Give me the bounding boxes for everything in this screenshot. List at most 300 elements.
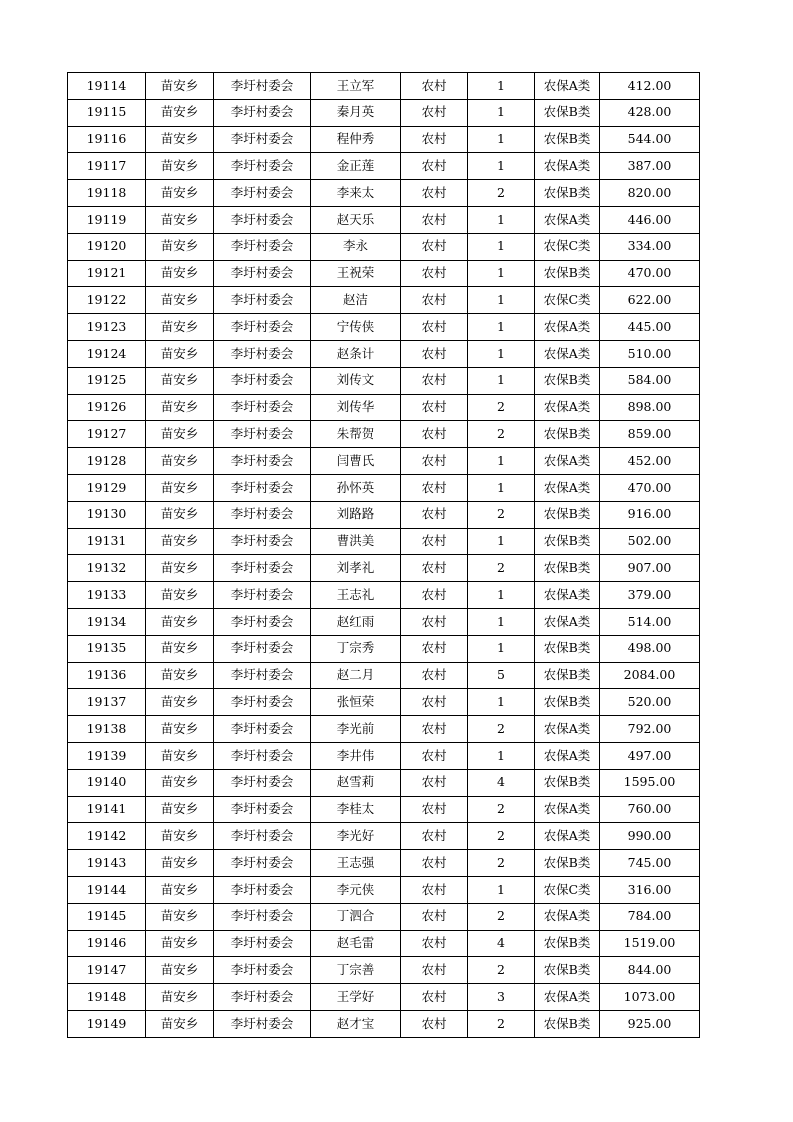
- insurance-category-cell: 农保A类: [535, 582, 600, 609]
- township-cell: 苗安乡: [146, 153, 214, 180]
- insurance-category-cell: 农保B类: [535, 769, 600, 796]
- amount-cell: 520.00: [600, 689, 700, 716]
- village-committee-cell: 李圩村委会: [214, 957, 311, 984]
- record-id-cell: 19145: [68, 903, 146, 930]
- township-cell: 苗安乡: [146, 260, 214, 287]
- village-committee-cell: 李圩村委会: [214, 73, 311, 100]
- insurance-category-cell: 农保A类: [535, 474, 600, 501]
- table-row: [68, 742, 700, 769]
- village-committee-cell: 李圩村委会: [214, 394, 311, 421]
- area-type-cell: 农村: [401, 367, 468, 394]
- record-id-cell: 19122: [68, 287, 146, 314]
- village-committee-cell: 李圩村委会: [214, 367, 311, 394]
- insurance-category-cell: 农保B类: [535, 555, 600, 582]
- household-count-cell: 1: [468, 876, 535, 903]
- table-row: [68, 608, 700, 635]
- household-count-cell: 2: [468, 1010, 535, 1037]
- table-body: [68, 73, 700, 1038]
- household-count-cell: 4: [468, 769, 535, 796]
- township-cell: 苗安乡: [146, 850, 214, 877]
- insurance-category-cell: 农保A类: [535, 823, 600, 850]
- area-type-cell: 农村: [401, 903, 468, 930]
- amount-cell: 334.00: [600, 233, 700, 260]
- household-count-cell: 1: [468, 340, 535, 367]
- name-cell: 李井伟: [311, 742, 401, 769]
- amount-cell: 497.00: [600, 742, 700, 769]
- village-committee-cell: 李圩村委会: [214, 126, 311, 153]
- record-id-cell: 19140: [68, 769, 146, 796]
- insurance-category-cell: 农保A类: [535, 984, 600, 1011]
- household-count-cell: 1: [468, 608, 535, 635]
- township-cell: 苗安乡: [146, 394, 214, 421]
- name-cell: 宁传侠: [311, 314, 401, 341]
- area-type-cell: 农村: [401, 608, 468, 635]
- table-row: [68, 501, 700, 528]
- record-id-cell: 19133: [68, 582, 146, 609]
- area-type-cell: 农村: [401, 180, 468, 207]
- area-type-cell: 农村: [401, 501, 468, 528]
- record-id-cell: 19126: [68, 394, 146, 421]
- insurance-category-cell: 农保B类: [535, 180, 600, 207]
- household-count-cell: 1: [468, 153, 535, 180]
- household-count-cell: 2: [468, 501, 535, 528]
- table-row: [68, 555, 700, 582]
- amount-cell: 792.00: [600, 716, 700, 743]
- area-type-cell: 农村: [401, 99, 468, 126]
- name-cell: 李桂太: [311, 796, 401, 823]
- area-type-cell: 农村: [401, 769, 468, 796]
- table-row: [68, 582, 700, 609]
- table-row: [68, 394, 700, 421]
- name-cell: 王祝荣: [311, 260, 401, 287]
- table-row: [68, 796, 700, 823]
- household-count-cell: 1: [468, 314, 535, 341]
- table-row: [68, 99, 700, 126]
- record-id-cell: 19130: [68, 501, 146, 528]
- household-count-cell: 1: [468, 528, 535, 555]
- table-row: [68, 689, 700, 716]
- insurance-category-cell: 农保B类: [535, 635, 600, 662]
- amount-cell: 907.00: [600, 555, 700, 582]
- amount-cell: 916.00: [600, 501, 700, 528]
- table-row: [68, 850, 700, 877]
- township-cell: 苗安乡: [146, 474, 214, 501]
- amount-cell: 452.00: [600, 448, 700, 475]
- household-count-cell: 1: [468, 742, 535, 769]
- table-row: [68, 769, 700, 796]
- insurance-category-cell: 农保B类: [535, 501, 600, 528]
- amount-cell: 498.00: [600, 635, 700, 662]
- insurance-category-cell: 农保C类: [535, 287, 600, 314]
- township-cell: 苗安乡: [146, 582, 214, 609]
- amount-cell: 502.00: [600, 528, 700, 555]
- insurance-category-cell: 农保A类: [535, 73, 600, 100]
- insurance-category-cell: 农保B类: [535, 689, 600, 716]
- household-count-cell: 1: [468, 206, 535, 233]
- name-cell: 赵条计: [311, 340, 401, 367]
- record-id-cell: 19128: [68, 448, 146, 475]
- amount-cell: 544.00: [600, 126, 700, 153]
- household-count-cell: 2: [468, 421, 535, 448]
- area-type-cell: 农村: [401, 448, 468, 475]
- record-id-cell: 19121: [68, 260, 146, 287]
- village-committee-cell: 李圩村委会: [214, 662, 311, 689]
- household-count-cell: 1: [468, 635, 535, 662]
- table-row: [68, 876, 700, 903]
- township-cell: 苗安乡: [146, 555, 214, 582]
- record-id-cell: 19120: [68, 233, 146, 260]
- name-cell: 闫曹氏: [311, 448, 401, 475]
- village-committee-cell: 李圩村委会: [214, 206, 311, 233]
- record-id-cell: 19131: [68, 528, 146, 555]
- record-id-cell: 19129: [68, 474, 146, 501]
- village-committee-cell: 李圩村委会: [214, 984, 311, 1011]
- household-count-cell: 4: [468, 930, 535, 957]
- table-row: [68, 367, 700, 394]
- name-cell: 赵毛雷: [311, 930, 401, 957]
- insurance-category-cell: 农保B类: [535, 367, 600, 394]
- village-committee-cell: 李圩村委会: [214, 582, 311, 609]
- household-count-cell: 1: [468, 99, 535, 126]
- name-cell: 孙怀英: [311, 474, 401, 501]
- record-id-cell: 19149: [68, 1010, 146, 1037]
- record-id-cell: 19139: [68, 742, 146, 769]
- amount-cell: 514.00: [600, 608, 700, 635]
- household-count-cell: 1: [468, 474, 535, 501]
- insurance-category-cell: 农保C类: [535, 233, 600, 260]
- township-cell: 苗安乡: [146, 206, 214, 233]
- name-cell: 秦月英: [311, 99, 401, 126]
- record-id-cell: 19138: [68, 716, 146, 743]
- village-committee-cell: 李圩村委会: [214, 823, 311, 850]
- insurance-category-cell: 农保A类: [535, 394, 600, 421]
- village-committee-cell: 李圩村委会: [214, 796, 311, 823]
- amount-cell: 1519.00: [600, 930, 700, 957]
- name-cell: 朱帮贺: [311, 421, 401, 448]
- village-committee-cell: 李圩村委会: [214, 850, 311, 877]
- record-id-cell: 19135: [68, 635, 146, 662]
- table-row: [68, 474, 700, 501]
- amount-cell: 844.00: [600, 957, 700, 984]
- table-row: [68, 716, 700, 743]
- township-cell: 苗安乡: [146, 126, 214, 153]
- insurance-category-cell: 农保A类: [535, 742, 600, 769]
- village-committee-cell: 李圩村委会: [214, 153, 311, 180]
- insurance-category-cell: 农保B类: [535, 850, 600, 877]
- village-committee-cell: 李圩村委会: [214, 501, 311, 528]
- insurance-category-cell: 农保B类: [535, 99, 600, 126]
- area-type-cell: 农村: [401, 474, 468, 501]
- village-committee-cell: 李圩村委会: [214, 689, 311, 716]
- area-type-cell: 农村: [401, 126, 468, 153]
- name-cell: 丁泗合: [311, 903, 401, 930]
- township-cell: 苗安乡: [146, 635, 214, 662]
- amount-cell: 760.00: [600, 796, 700, 823]
- amount-cell: 316.00: [600, 876, 700, 903]
- table-row: [68, 903, 700, 930]
- table-row: [68, 314, 700, 341]
- household-count-cell: 1: [468, 73, 535, 100]
- table-row: [68, 206, 700, 233]
- township-cell: 苗安乡: [146, 1010, 214, 1037]
- name-cell: 金正莲: [311, 153, 401, 180]
- area-type-cell: 农村: [401, 1010, 468, 1037]
- name-cell: 程仲秀: [311, 126, 401, 153]
- area-type-cell: 农村: [401, 635, 468, 662]
- area-type-cell: 农村: [401, 957, 468, 984]
- insurance-category-cell: 农保B类: [535, 1010, 600, 1037]
- amount-cell: 784.00: [600, 903, 700, 930]
- name-cell: 刘路路: [311, 501, 401, 528]
- township-cell: 苗安乡: [146, 957, 214, 984]
- township-cell: 苗安乡: [146, 501, 214, 528]
- township-cell: 苗安乡: [146, 608, 214, 635]
- village-committee-cell: 李圩村委会: [214, 876, 311, 903]
- amount-cell: 379.00: [600, 582, 700, 609]
- amount-cell: 510.00: [600, 340, 700, 367]
- area-type-cell: 农村: [401, 233, 468, 260]
- area-type-cell: 农村: [401, 153, 468, 180]
- table-row: [68, 126, 700, 153]
- household-count-cell: 2: [468, 903, 535, 930]
- insurance-category-cell: 农保B类: [535, 126, 600, 153]
- insurance-category-cell: 农保A类: [535, 796, 600, 823]
- township-cell: 苗安乡: [146, 769, 214, 796]
- household-count-cell: 2: [468, 716, 535, 743]
- name-cell: 刘传文: [311, 367, 401, 394]
- amount-cell: 470.00: [600, 474, 700, 501]
- township-cell: 苗安乡: [146, 233, 214, 260]
- name-cell: 刘孝礼: [311, 555, 401, 582]
- area-type-cell: 农村: [401, 876, 468, 903]
- insurance-category-cell: 农保B类: [535, 260, 600, 287]
- village-committee-cell: 李圩村委会: [214, 340, 311, 367]
- village-committee-cell: 李圩村委会: [214, 180, 311, 207]
- household-count-cell: 3: [468, 984, 535, 1011]
- name-cell: 王志礼: [311, 582, 401, 609]
- area-type-cell: 农村: [401, 206, 468, 233]
- record-id-cell: 19124: [68, 340, 146, 367]
- amount-cell: 925.00: [600, 1010, 700, 1037]
- name-cell: 丁宗秀: [311, 635, 401, 662]
- township-cell: 苗安乡: [146, 528, 214, 555]
- household-count-cell: 5: [468, 662, 535, 689]
- village-committee-cell: 李圩村委会: [214, 448, 311, 475]
- insurance-category-cell: 农保B类: [535, 528, 600, 555]
- township-cell: 苗安乡: [146, 796, 214, 823]
- record-id-cell: 19147: [68, 957, 146, 984]
- village-committee-cell: 李圩村委会: [214, 769, 311, 796]
- insurance-category-cell: 农保A类: [535, 448, 600, 475]
- table-row: [68, 73, 700, 100]
- record-id-cell: 19127: [68, 421, 146, 448]
- household-count-cell: 2: [468, 555, 535, 582]
- name-cell: 赵才宝: [311, 1010, 401, 1037]
- area-type-cell: 农村: [401, 555, 468, 582]
- village-committee-cell: 李圩村委会: [214, 635, 311, 662]
- household-count-cell: 1: [468, 367, 535, 394]
- village-committee-cell: 李圩村委会: [214, 555, 311, 582]
- area-type-cell: 农村: [401, 796, 468, 823]
- amount-cell: 412.00: [600, 73, 700, 100]
- township-cell: 苗安乡: [146, 73, 214, 100]
- insurance-category-cell: 农保A类: [535, 608, 600, 635]
- insurance-category-cell: 农保B类: [535, 957, 600, 984]
- amount-cell: 2084.00: [600, 662, 700, 689]
- amount-cell: 584.00: [600, 367, 700, 394]
- area-type-cell: 农村: [401, 287, 468, 314]
- name-cell: 王立军: [311, 73, 401, 100]
- record-id-cell: 19137: [68, 689, 146, 716]
- insurance-category-cell: 农保A类: [535, 903, 600, 930]
- township-cell: 苗安乡: [146, 984, 214, 1011]
- village-committee-cell: 李圩村委会: [214, 528, 311, 555]
- table-row: [68, 984, 700, 1011]
- township-cell: 苗安乡: [146, 823, 214, 850]
- table-row: [68, 1010, 700, 1037]
- area-type-cell: 农村: [401, 260, 468, 287]
- household-count-cell: 2: [468, 180, 535, 207]
- record-id-cell: 19115: [68, 99, 146, 126]
- insurance-category-cell: 农保B类: [535, 662, 600, 689]
- amount-cell: 446.00: [600, 206, 700, 233]
- township-cell: 苗安乡: [146, 367, 214, 394]
- name-cell: 赵洁: [311, 287, 401, 314]
- village-committee-cell: 李圩村委会: [214, 903, 311, 930]
- township-cell: 苗安乡: [146, 662, 214, 689]
- insurance-category-cell: 农保B类: [535, 930, 600, 957]
- village-committee-cell: 李圩村委会: [214, 608, 311, 635]
- area-type-cell: 农村: [401, 689, 468, 716]
- insurance-category-cell: 农保B类: [535, 421, 600, 448]
- area-type-cell: 农村: [401, 823, 468, 850]
- name-cell: 李元侠: [311, 876, 401, 903]
- household-count-cell: 2: [468, 394, 535, 421]
- record-id-cell: 19142: [68, 823, 146, 850]
- area-type-cell: 农村: [401, 314, 468, 341]
- amount-cell: 622.00: [600, 287, 700, 314]
- township-cell: 苗安乡: [146, 742, 214, 769]
- household-count-cell: 2: [468, 823, 535, 850]
- area-type-cell: 农村: [401, 984, 468, 1011]
- data-table: [67, 72, 700, 1038]
- amount-cell: 745.00: [600, 850, 700, 877]
- household-count-cell: 1: [468, 233, 535, 260]
- amount-cell: 428.00: [600, 99, 700, 126]
- amount-cell: 445.00: [600, 314, 700, 341]
- insurance-category-cell: 农保A类: [535, 153, 600, 180]
- table-row: [68, 153, 700, 180]
- record-id-cell: 19146: [68, 930, 146, 957]
- household-count-cell: 1: [468, 448, 535, 475]
- household-count-cell: 2: [468, 957, 535, 984]
- record-id-cell: 19148: [68, 984, 146, 1011]
- table-row: [68, 662, 700, 689]
- village-committee-cell: 李圩村委会: [214, 930, 311, 957]
- name-cell: 李永: [311, 233, 401, 260]
- record-id-cell: 19117: [68, 153, 146, 180]
- table-row: [68, 635, 700, 662]
- amount-cell: 859.00: [600, 421, 700, 448]
- village-committee-cell: 李圩村委会: [214, 260, 311, 287]
- record-id-cell: 19144: [68, 876, 146, 903]
- township-cell: 苗安乡: [146, 340, 214, 367]
- township-cell: 苗安乡: [146, 99, 214, 126]
- name-cell: 李来太: [311, 180, 401, 207]
- township-cell: 苗安乡: [146, 180, 214, 207]
- insurance-category-cell: 农保A类: [535, 340, 600, 367]
- village-committee-cell: 李圩村委会: [214, 716, 311, 743]
- area-type-cell: 农村: [401, 394, 468, 421]
- area-type-cell: 农村: [401, 930, 468, 957]
- name-cell: 赵红雨: [311, 608, 401, 635]
- household-count-cell: 1: [468, 689, 535, 716]
- record-id-cell: 19141: [68, 796, 146, 823]
- amount-cell: 470.00: [600, 260, 700, 287]
- name-cell: 王志强: [311, 850, 401, 877]
- township-cell: 苗安乡: [146, 287, 214, 314]
- record-id-cell: 19114: [68, 73, 146, 100]
- table-row: [68, 287, 700, 314]
- table-row: [68, 340, 700, 367]
- amount-cell: 990.00: [600, 823, 700, 850]
- table-row: [68, 180, 700, 207]
- table-row: [68, 233, 700, 260]
- insurance-category-cell: 农保C类: [535, 876, 600, 903]
- area-type-cell: 农村: [401, 73, 468, 100]
- township-cell: 苗安乡: [146, 448, 214, 475]
- amount-cell: 820.00: [600, 180, 700, 207]
- record-id-cell: 19123: [68, 314, 146, 341]
- household-count-cell: 2: [468, 850, 535, 877]
- name-cell: 赵二月: [311, 662, 401, 689]
- record-id-cell: 19119: [68, 206, 146, 233]
- table-row: [68, 260, 700, 287]
- name-cell: 李光前: [311, 716, 401, 743]
- name-cell: 丁宗善: [311, 957, 401, 984]
- record-id-cell: 19116: [68, 126, 146, 153]
- table-row: [68, 528, 700, 555]
- area-type-cell: 农村: [401, 582, 468, 609]
- table-row: [68, 421, 700, 448]
- village-committee-cell: 李圩村委会: [214, 314, 311, 341]
- area-type-cell: 农村: [401, 662, 468, 689]
- record-id-cell: 19132: [68, 555, 146, 582]
- household-count-cell: 1: [468, 260, 535, 287]
- township-cell: 苗安乡: [146, 421, 214, 448]
- record-id-cell: 19143: [68, 850, 146, 877]
- insurance-category-cell: 农保A类: [535, 716, 600, 743]
- name-cell: 张恒荣: [311, 689, 401, 716]
- household-count-cell: 2: [468, 796, 535, 823]
- village-committee-cell: 李圩村委会: [214, 421, 311, 448]
- village-committee-cell: 李圩村委会: [214, 474, 311, 501]
- name-cell: 赵天乐: [311, 206, 401, 233]
- household-count-cell: 1: [468, 126, 535, 153]
- township-cell: 苗安乡: [146, 314, 214, 341]
- table-row: [68, 957, 700, 984]
- amount-cell: 1595.00: [600, 769, 700, 796]
- amount-cell: 1073.00: [600, 984, 700, 1011]
- area-type-cell: 农村: [401, 850, 468, 877]
- amount-cell: 898.00: [600, 394, 700, 421]
- name-cell: 刘传华: [311, 394, 401, 421]
- household-count-cell: 1: [468, 287, 535, 314]
- insurance-category-cell: 农保A类: [535, 206, 600, 233]
- area-type-cell: 农村: [401, 742, 468, 769]
- name-cell: 王学好: [311, 984, 401, 1011]
- village-committee-cell: 李圩村委会: [214, 1010, 311, 1037]
